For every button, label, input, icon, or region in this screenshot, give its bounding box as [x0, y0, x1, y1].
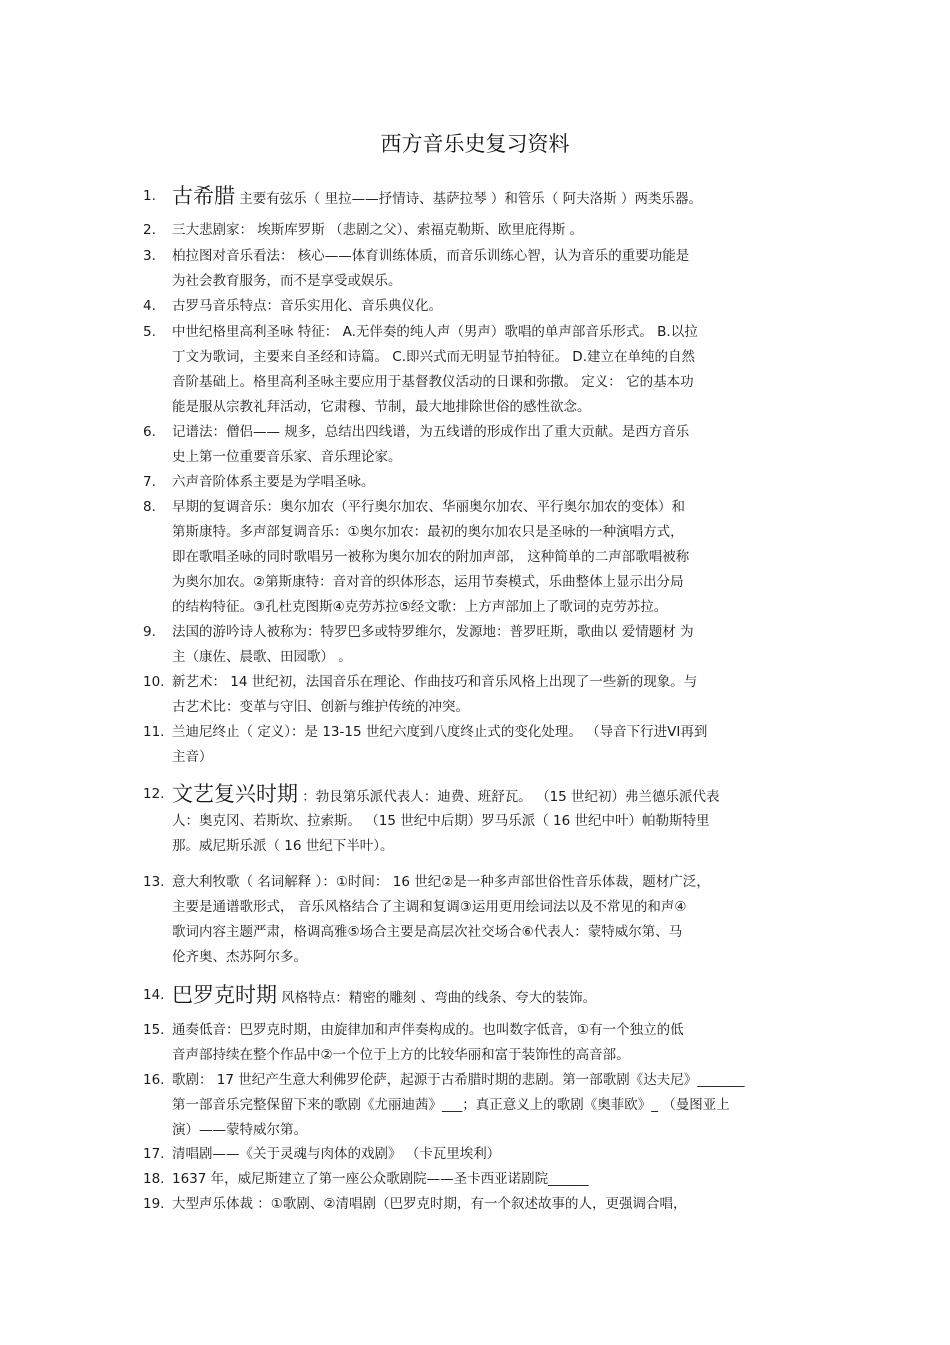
item-body	[172, 720, 813, 770]
item-number: 17.	[143, 1146, 165, 1162]
line-text: 古罗马音乐特点：音乐实用化、音乐典仪化。	[172, 298, 442, 314]
list-item	[143, 320, 813, 420]
item-body	[172, 244, 813, 294]
item-number: 18.	[143, 1171, 165, 1187]
text-line	[172, 809, 813, 834]
text-line	[172, 695, 813, 720]
text-line	[172, 745, 813, 770]
list-item	[143, 1018, 813, 1068]
text-line	[172, 370, 813, 395]
line-text: 柏拉图对音乐看法： 核心——体育训练体质，而音乐训练心智，认为音乐的重要功能是	[172, 248, 690, 264]
item-body	[172, 495, 813, 620]
text-line	[172, 520, 813, 545]
item-number: 11.	[143, 724, 165, 740]
item-number: 4.	[143, 298, 156, 314]
item-number: 9.	[143, 624, 156, 640]
list-item	[143, 181, 813, 211]
line-text: 意大利牧歌（ 名词解释 ）：①时间： 16 世纪②是一种多声部世俗性音乐体裁，题材广泛，	[172, 874, 710, 890]
text-line	[172, 945, 813, 970]
line-text: 记谱法：僧侣—— 规多，总结出四线谱，为五线谱的形成作出了重大贡献。是西方音乐	[172, 424, 690, 440]
line-text: 主（康佐、晨歌、田园歌） 。	[172, 649, 352, 665]
list-item	[143, 1068, 813, 1143]
item-number: 16.	[143, 1072, 165, 1088]
item-body	[172, 980, 813, 1010]
text-line	[172, 595, 813, 620]
text-line	[172, 920, 813, 945]
line-text: 伦齐奥、杰苏阿尔多。	[172, 949, 307, 965]
text-line	[172, 470, 813, 495]
text-line	[172, 244, 813, 269]
line-text: 新艺术： 14 世纪初，法国音乐在理论、作曲技巧和音乐风格上出现了一些新的现象。与	[172, 674, 698, 690]
line-text: 三大悲剧家： 埃斯库罗斯 （悲剧之父）、索福克勒斯、欧里庇得斯 。	[172, 222, 584, 238]
text-line	[172, 895, 813, 920]
line-text: 法国的游吟诗人被称为：特罗巴多或特罗维尔，发源地：普罗旺斯，歌曲以 爱情题材 为	[172, 624, 694, 640]
item-body	[172, 294, 813, 319]
item-body	[172, 420, 813, 470]
line-text: 兰迪尼终止（ 定义）：是 13-15 世纪六度到八度终止式的变化处理。 （导音下行进VI再到	[172, 724, 708, 740]
line-text: 六声音阶体系主要是为学唱圣咏。	[172, 474, 375, 490]
text-line	[172, 645, 813, 670]
item-number: 2.	[143, 222, 156, 238]
line-text: 丁文为歌词，主要来自圣经和诗篇。 C.即兴式而无明显节拍特征。 D.建立在单纯的自然	[172, 349, 695, 365]
text-line	[172, 720, 813, 745]
list-item	[143, 980, 813, 1010]
text-line	[172, 670, 813, 695]
text-line	[172, 834, 813, 859]
item-body	[172, 870, 813, 970]
list-item	[143, 1142, 813, 1167]
item-number: 5.	[143, 324, 156, 340]
item-number: 3.	[143, 248, 156, 264]
item-body	[172, 1068, 813, 1143]
line-text: 演）——蒙特威尔第。	[172, 1122, 307, 1138]
section-heading: 古希腊	[172, 184, 235, 208]
line-text: 的结构特征。③孔杜克图斯④克劳苏拉⑤经文歌：上方声部加上了歌词的克劳苏拉。	[172, 599, 668, 615]
text-line	[172, 345, 813, 370]
text-line	[172, 218, 813, 243]
item-number: 19.	[143, 1196, 165, 1212]
list-item	[143, 1192, 813, 1217]
line-text: 即在歌唱圣咏的同时歌唱另一被称为奥尔加农的附加声部， 这种简单的二声部歌唱被称	[172, 549, 690, 565]
line-text: 歌剧： 17 世纪产生意大利佛罗伦萨，起源于古希腊时期的悲剧。第一部歌剧《达夫尼》_______	[172, 1072, 745, 1088]
section-heading: 文艺复兴时期	[172, 782, 298, 806]
item-body	[172, 181, 813, 211]
text-line	[172, 1192, 813, 1217]
item-body	[172, 470, 813, 495]
line-text: 音阶基础上。格里高利圣咏主要应用于基督教仪活动的日课和弥撒。 定义： 它的基本功	[172, 374, 694, 390]
line-text: 古艺术比：变革与守旧、创新与维护传统的冲突。	[172, 699, 469, 715]
list-item	[143, 420, 813, 470]
text-line	[172, 779, 813, 809]
line-text: 音声部持续在整个作品中②一个位于上方的比较华丽和富于装饰性的高音部。	[172, 1047, 630, 1063]
item-body	[172, 779, 813, 859]
line-text: ：勃艮第乐派代表人：迪费、班舒瓦。 （15 世纪初）弗兰德乐派代表	[302, 789, 720, 805]
text-line	[172, 1118, 813, 1143]
item-body	[172, 670, 813, 720]
item-body	[172, 218, 813, 243]
text-line	[172, 395, 813, 420]
text-line	[172, 1093, 813, 1118]
item-number: 15.	[143, 1022, 165, 1038]
list-item	[143, 779, 813, 859]
line-text: 1637 年，威尼斯建立了第一座公众歌剧院——圣卡西亚诺剧院______	[172, 1171, 589, 1187]
item-number: 10.	[143, 674, 165, 690]
item-number: 6.	[143, 424, 156, 440]
line-text: 早期的复调音乐：奥尔加农（平行奥尔加农、华丽奥尔加农、平行奥尔加农的变体）和	[172, 499, 685, 515]
line-text: 第一部音乐完整保留下来的歌剧《尤丽迪茜》___；真正意义上的歌剧《奥菲欧》_ （曼图亚上	[172, 1097, 730, 1113]
list-item	[143, 470, 813, 495]
text-line	[172, 870, 813, 895]
list-item	[143, 495, 813, 620]
line-text: 人：奥克冈、若斯坎、拉索斯。 （15 世纪中后期）罗马乐派（ 16 世纪中叶）帕勒斯特里	[172, 813, 710, 829]
text-line	[172, 495, 813, 520]
text-line	[172, 1068, 813, 1093]
line-text: 为奥尔加农。②第斯康特：音对音的织体形态，运用节奏模式，乐曲整体上显示出分局	[172, 574, 684, 590]
line-text: 为社会教育服务，而不是享受或娱乐。	[172, 273, 402, 289]
item-number: 7.	[143, 474, 156, 490]
line-text: 大型声乐体裁 ：①歌剧、②清唱剧（巴罗克时期，有一个叙述故事的人，更强调合唱，	[172, 1196, 687, 1212]
list-item	[143, 1167, 813, 1192]
item-number: 8.	[143, 499, 156, 515]
list-item	[143, 620, 813, 670]
line-text: 清唱剧——《关于灵魂与肉体的戏剧》 （卡瓦里埃利）	[172, 1146, 501, 1162]
list-item	[143, 720, 813, 770]
list-item	[143, 244, 813, 294]
text-line	[172, 320, 813, 345]
line-text: 主音）	[172, 749, 213, 765]
line-text: 第斯康特。多声部复调音乐：①奥尔加农：最初的奥尔加农只是圣咏的一种演唱方式，	[172, 524, 684, 540]
text-line	[172, 420, 813, 445]
line-text: 主要有弦乐（ 里拉——抒情诗、基萨拉琴 ）和管乐（ 阿夫洛斯 ）两类乐器。	[239, 191, 702, 207]
item-body	[172, 1142, 813, 1167]
line-text: 风格特点：精密的雕刻 、弯曲的线条、夸大的装饰。	[281, 990, 597, 1006]
text-line	[172, 1167, 813, 1192]
item-body	[172, 1167, 813, 1192]
item-body	[172, 1018, 813, 1068]
text-line	[172, 1142, 813, 1167]
section-heading: 巴罗克时期	[172, 983, 277, 1007]
item-number: 1.	[143, 188, 156, 204]
item-number: 12.	[143, 786, 165, 802]
item-number: 13.	[143, 874, 165, 890]
text-line	[172, 570, 813, 595]
list-item	[143, 670, 813, 720]
item-body	[172, 620, 813, 670]
text-line	[172, 1018, 813, 1043]
list-item	[143, 870, 813, 970]
text-line	[172, 545, 813, 570]
line-text: 主要是通谱歌形式， 音乐风格结合了主调和复调③运用更用绘词法以及不常见的和声④	[172, 899, 687, 915]
line-text: 歌词内容主题严肃，格调高雅⑤场合主要是高层次社交场合⑥代表人：蒙特威尔第、马	[172, 924, 683, 940]
line-text: 能是服从宗教礼拜活动，它肃穆、节制，最大地排除世俗的感性欲念。	[172, 399, 591, 415]
text-line	[172, 445, 813, 470]
line-text: 史上第一位重要音乐家、音乐理论家。	[172, 449, 402, 465]
line-text: 中世纪格里高利圣咏 特征： A.无伴奏的纯人声（男声）歌唱的单声部音乐形式。 B.以拉	[172, 324, 698, 340]
text-line	[172, 980, 813, 1010]
line-text: 通奏低音：巴罗克时期，由旋律加和声伴奏构成的。也叫数字低音，①有一个独立的低	[172, 1022, 684, 1038]
text-line	[172, 294, 813, 319]
line-text: 那。威尼斯乐派（ 16 世纪下半叶）。	[172, 838, 394, 854]
text-line	[172, 1043, 813, 1068]
page-title: 西方音乐史复习资料	[380, 132, 570, 156]
item-number: 14.	[143, 987, 165, 1003]
text-line	[172, 620, 813, 645]
text-line	[172, 181, 813, 211]
item-body	[172, 320, 813, 420]
text-line	[172, 269, 813, 294]
list-item	[143, 294, 813, 319]
list-item	[143, 218, 813, 243]
item-body	[172, 1192, 813, 1217]
